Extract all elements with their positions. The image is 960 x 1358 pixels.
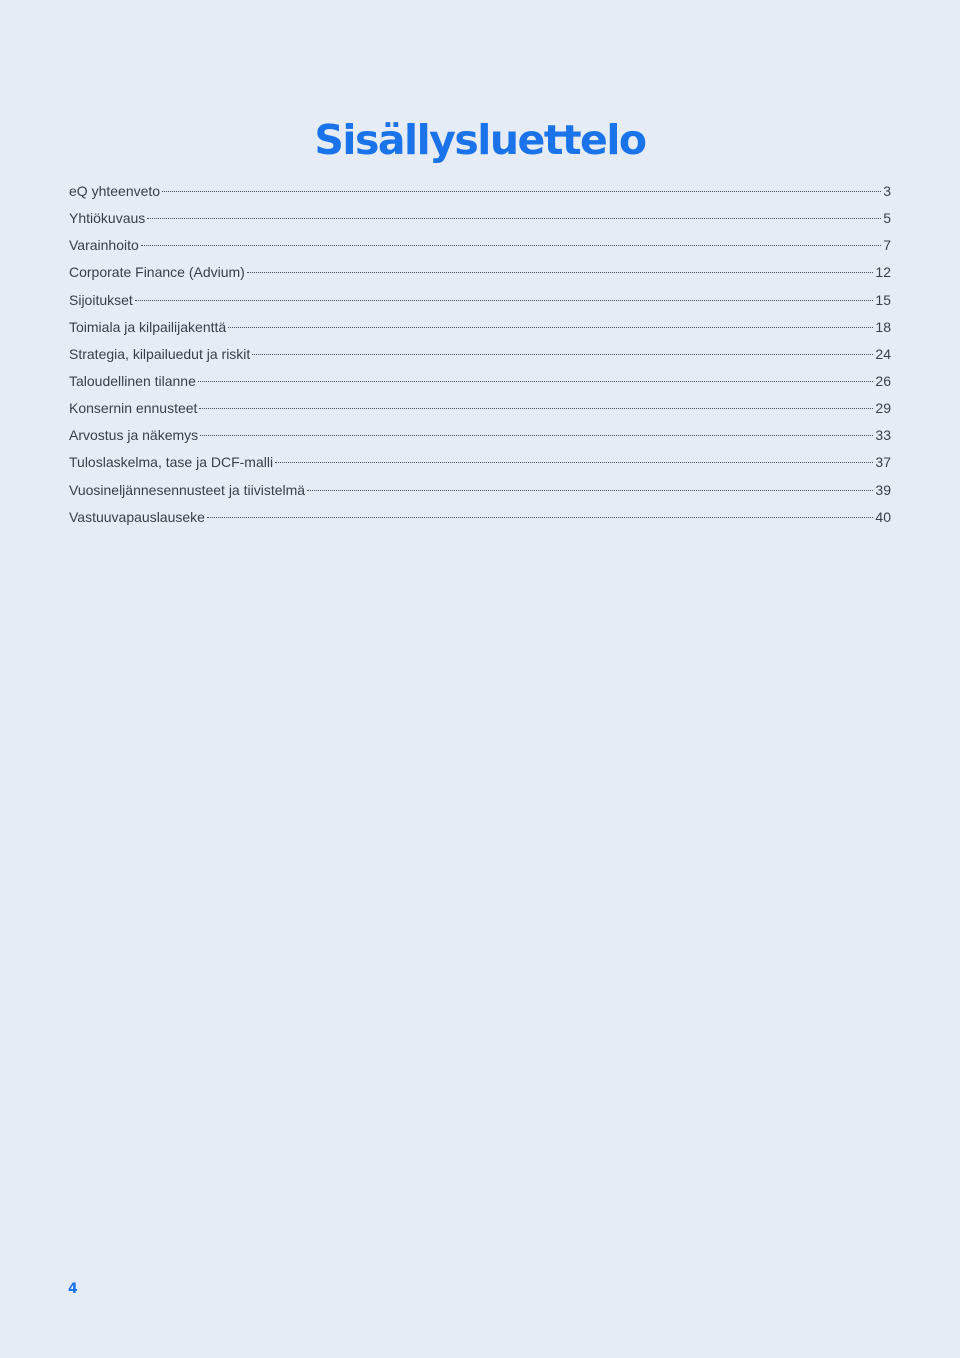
- toc-entry[interactable]: [69, 205, 891, 232]
- toc-entry[interactable]: [69, 232, 891, 259]
- toc-entry-label: Varainhoito: [69, 237, 139, 254]
- toc-entry-page: 12: [875, 264, 891, 281]
- toc-entry-label: Vuosineljännesennusteet ja tiivistelmä: [69, 481, 306, 498]
- toc-dot-leader: [141, 245, 881, 246]
- toc-entry-label: Strategia, kilpailuedut ja riskit: [69, 345, 251, 362]
- toc-dot-leader: [199, 408, 873, 409]
- toc-entry[interactable]: [69, 314, 891, 341]
- toc-entry-page: 5: [883, 210, 891, 227]
- toc-entry-page: 37: [875, 454, 891, 471]
- page-title: Sisällysluettelo: [314, 116, 646, 164]
- toc-dot-leader: [207, 517, 873, 518]
- toc-entry[interactable]: [69, 449, 891, 476]
- toc-entry-label: eQ yhteenveto: [69, 183, 161, 199]
- toc-dot-leader: [228, 327, 873, 328]
- toc-entry-page: 39: [875, 481, 891, 498]
- toc-entry-page: 18: [875, 318, 891, 335]
- toc-entry-page: 15: [875, 291, 891, 308]
- toc-entry[interactable]: [69, 368, 891, 395]
- toc-entry-page: 24: [875, 345, 891, 362]
- table-of-contents: [69, 178, 891, 531]
- toc-entry[interactable]: [69, 341, 891, 368]
- toc-entry[interactable]: [69, 477, 891, 504]
- toc-entry-label: Vastuuvapauslauseke: [69, 508, 205, 525]
- toc-entry[interactable]: [69, 395, 891, 422]
- toc-entry-label: Toimiala ja kilpailijakenttä: [69, 318, 227, 335]
- toc-dot-leader: [162, 191, 881, 192]
- toc-entry[interactable]: [69, 504, 891, 531]
- toc-entry-label: Taloudellinen tilanne: [69, 372, 196, 389]
- toc-entry-label: Konsernin ennusteet: [69, 400, 198, 417]
- toc-dot-leader: [200, 435, 873, 436]
- page-number: 4: [68, 1281, 78, 1297]
- toc-dot-leader: [147, 218, 881, 219]
- toc-entry-page: 7: [883, 237, 891, 254]
- toc-entry-label: Sijoitukset: [69, 291, 133, 308]
- toc-dot-leader: [135, 300, 874, 301]
- toc-entry-label: Yhtiökuvaus: [69, 210, 146, 227]
- toc-entry[interactable]: [69, 178, 891, 205]
- toc-entry-page: 3: [883, 183, 891, 199]
- toc-dot-leader: [275, 462, 873, 463]
- toc-dot-leader: [247, 272, 874, 273]
- toc-entry-page: 26: [875, 372, 891, 389]
- toc-entry[interactable]: [69, 422, 891, 449]
- toc-entry-label: Arvostus ja näkemys: [69, 427, 199, 444]
- toc-entry[interactable]: [69, 259, 891, 286]
- toc-dot-leader: [252, 354, 873, 355]
- toc-entry-label: Corporate Finance (Advium): [69, 264, 245, 281]
- toc-dot-leader: [198, 381, 874, 382]
- toc-entry-page: 29: [875, 400, 891, 417]
- toc-entry-page: 40: [875, 508, 891, 525]
- toc-entry-label: Tuloslaskelma, tase ja DCF-malli: [69, 454, 274, 471]
- toc-entry[interactable]: [69, 287, 891, 314]
- toc-entry-page: 33: [875, 427, 891, 444]
- toc-dot-leader: [307, 490, 873, 491]
